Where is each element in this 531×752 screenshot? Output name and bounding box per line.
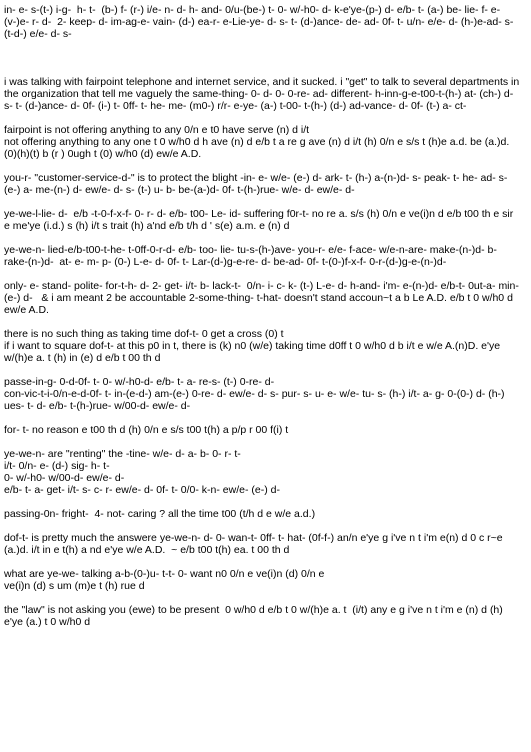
paragraph-spacer <box>4 160 521 172</box>
paragraph: in- e- s-(t-) i-g- h- t- (b-) f- (r-) i/e- n- d- h- and- 0/u-(be-) t- 0- w/-h0- d- k-e'ye-(p-) d- e/b- t- (a-) be- lie- f- e-(v-)e- r- d- 2- keep- d- im-ag-e- vain- (d-) ea-r- e-Lie-ye- d- s- t- (d-)ance- de- ad- 0f- t- u/n- e/e- d- (h-)e-ad- s- (t-d-) e/e- d- s- <box>4 4 517 40</box>
paragraph-spacer <box>4 40 521 76</box>
paragraph-spacer <box>4 364 521 376</box>
paragraph: passe-in-g- 0-d-0f- t- 0- w/-h0-d- e/b- t- a- re-s- (t-) 0-re- d- con-vic-t-i-0/n-e-d-0f- t- in-(e-d-) am-(e-) 0-re- d- ew/e- d- s- pur- s- u- e- w/e- tu- s- (h-) i/t- a- g- 0-(0-) d- (h-) ues- t- d- e/b- t-(h-)rue- w/00-d- ew/e- d- <box>4 376 505 412</box>
paragraph: dof-t- is pretty much the answere ye-we-n- d- 0- wan-t- 0ff- t- hat- (0f-f-) an/n e'ye g i've n t i'm e(n) d 0 c r~e (a.)d. i/t in e t(h) a nd e'ye w/e A.D. ~ e/b t00 t(h) ea. t 00 th d <box>4 532 506 556</box>
paragraph-spacer <box>4 196 521 208</box>
paragraph-spacer <box>4 112 521 124</box>
paragraph: ye-we-n- are "renting" the -tine- w/e- d- a- b- 0- r- t- i/t- 0/n- e- (d-) sig- h- t- 0- w/-h0- w/00-d- ew/e- d- e/b- t- a- get- i/t- s- c- r- ew/e- d- 0f- t- 0/0- k-n- ew/e- (e-) d- <box>4 448 280 496</box>
paragraph: the "law" is not asking you (ewe) to be present 0 w/h0 d e/b t 0 w/(h)e a. t (i/t) any e g i've n t i'm e (n) d (h) e'ye (a.) t 0 w/h0 d <box>4 604 506 628</box>
paragraph-spacer <box>4 520 521 532</box>
paragraph-spacer <box>4 268 521 280</box>
paragraph: for- t- no reason e t00 th d (h) 0/n e s/s t00 t(h) a p/p r 00 f(i) t <box>4 424 289 436</box>
paragraph: only- e- stand- polite- for-t-h- d- 2- get- i/t- b- lack-t- 0/n- i- c- k- (t-) L-e- d- h-and- i'm- e-(n-)d- e/b-t- 0ut-a- min-(e-) d- & i am meant 2 be accountable 2-some-thing- t-hat- doesn't stand accoun~t a b Le A.D. e/b t 0 w/h0 d ew/e A.D. <box>4 280 519 316</box>
paragraph: there is no such thing as taking time dof-t- 0 get a cross (0) t if i want to square dof-t- at this p0 in t, there is (k) n0 (w/e) taking time d0ff t 0 w/h0 d b i/t e w/e A.(n)D. e'ye w/(h)e a. t (h) in (e) d e/b t 00 th d <box>4 328 501 364</box>
paragraph-spacer <box>4 556 521 568</box>
paragraph: ye-we-l-lie- d- e/b -t-0-f-x-f- 0- r- d- e/b- t00- Le- id- suffering f0r-t- no re a. s/s (h) 0/n e ve(i)n d e/b t00 th e sir e me'ye (i.d.) s (h) i/t s trait (h) a'nd e/b t/h d ' s(e) a.m. e (n) d <box>4 208 517 232</box>
paragraph-spacer <box>4 592 521 604</box>
paragraph: fairpoint is not offering anything to any 0/n e t0 have serve (n) d i/t not offering anything to any one t 0 w/h0 d h ave (n) d e/b t a re g ave (n) d i/t (h) 0/n e s/s t (h)e a.d. be (a.)d. (0)(h)(t) b (r ) 0ugh t (0) w/h0 (d) ew/e A.D. <box>4 124 510 160</box>
paragraph-spacer <box>4 316 521 328</box>
paragraph: ye-we-n- lied-e/b-t00-t-he- t-0ff-0-r-d- e/b- too- lie- tu-s-(h-)ave- you-r- e/e- f-ace- w/e-n-are- make-(n-)d- b- rake-(n-)d- at- e- m- p- (0-) L-e- d- 0f- t- Lar-(d-)g-e-re- d- be-ad- 0f- t-(0-)f-x-f- 0-r-(d-)g-e-(n-)d- <box>4 244 500 268</box>
paragraph: i was talking with fairpoint telephone and internet service, and it sucked. i "get" to talk to several departments in the organization that tell me vaguely the same-thing- 0- d- 0- 0-re- ad- different- h-inn-g-e-t00-t-(h-) at- (ch-) d- s- t- (d-)ance- d- 0f- (i-) t- 0ff- t- he- me- (m0-) r/r- e-ye- (a-) t-00- t-(h-) (d-) ad-vance- d- 0f- (t-) a- ct- <box>4 76 523 112</box>
paragraph-spacer <box>4 436 521 448</box>
paragraph-spacer <box>4 412 521 424</box>
paragraph-spacer <box>4 496 521 508</box>
paragraph-spacer <box>4 232 521 244</box>
paragraph: passing-0n- fright- 4- not- caring ? all the time t00 (t/h d e w/e a.d.) <box>4 508 316 520</box>
paragraph: you-r- "customer-service-d-" is to protect the blight -in- e- w/e- (e-) d- ark- t- (h-) a-(n-)d- s- peak- t- he- ad- s- (e-) a- me-(n-) d- ew/e- d- s- (t-) u- b- be-(a-)d- 0f- t-(h-)rue- w/e- d- ew/e- d- <box>4 172 511 196</box>
paragraph: what are ye-we- talking a-b-(0-)u- t-t- 0- want n0 0/n e ve(i)n (d) 0/n e ve(i)n (d) s um (m)e t (h) rue d <box>4 568 325 592</box>
